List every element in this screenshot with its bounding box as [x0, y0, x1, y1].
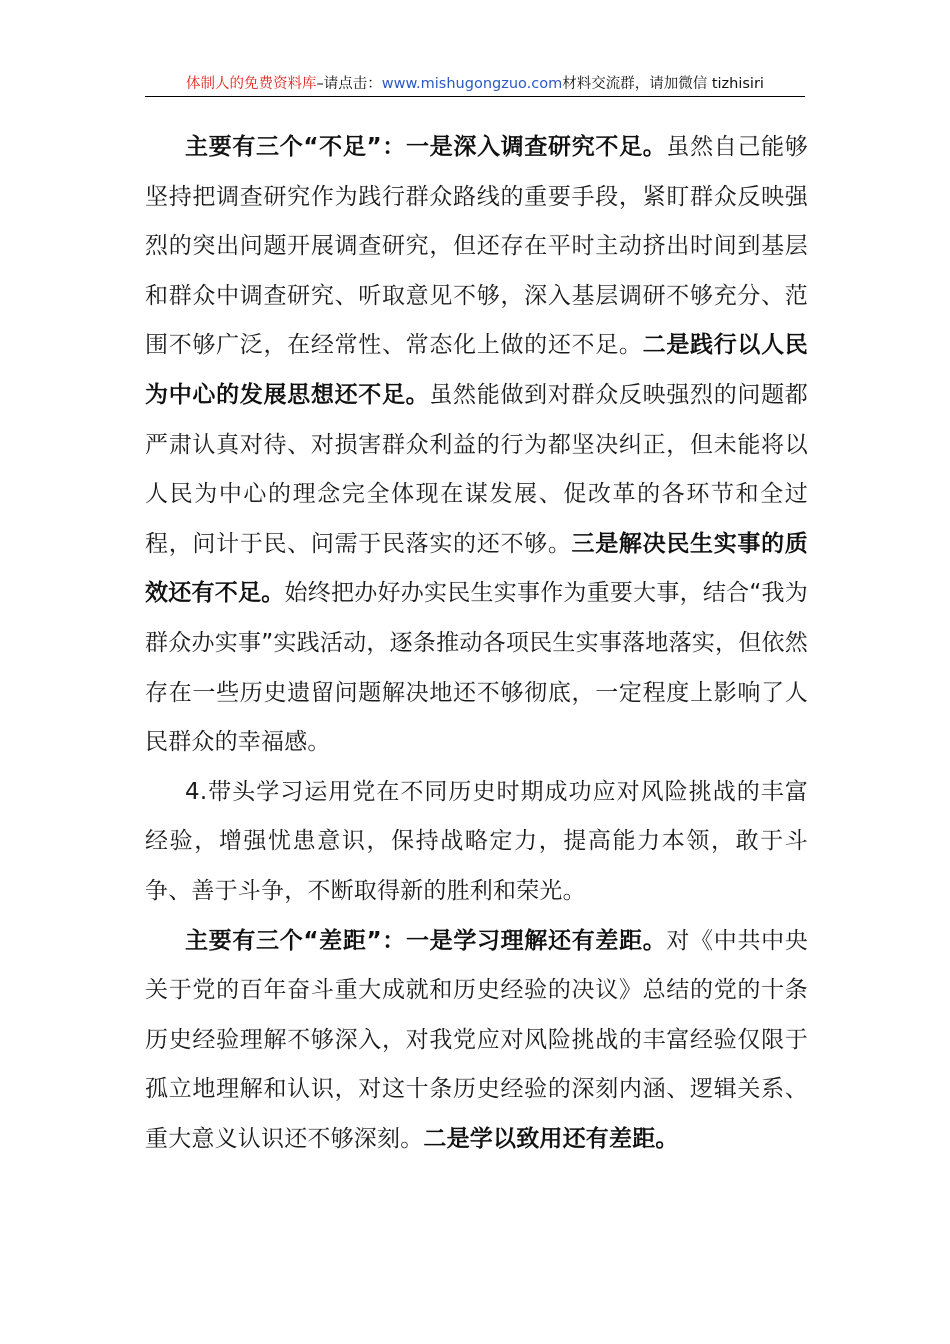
paragraph-text: 虽然能做到对群众反映强烈的问题都严肃认真对待、对损害群众利益的行为都坚决纠正，但未能将以人民为中心的理念完全体现在谋发展、促改革的各环节和全过程，问计于民、问需于民落实的还不够。	[145, 381, 808, 557]
paragraph-item-4	[145, 768, 808, 917]
bold-heading: 主要有三个“不足”：一是深入调查研究不足。	[185, 134, 667, 160]
bold-heading: 主要有三个“差距”：一是学习理解还有差距。	[185, 927, 667, 954]
paragraph-text: 4.带头学习运用党在不同历史时期成功应对风险挑战的丰富经验，增强忧患意识，保持战略定力，提高能力本领，敢于斗争、善于斗争，不断取得新的胜利和荣光。	[145, 778, 808, 904]
paragraph-text: 始终把办好办实民生实事作为重要大事，结合“我为群众办实事”实践活动，逐条推动各项民生实事落地落实，但依然存在一些历史遗留问题解决地还不够彻底，一定程度上影响了人民群众的幸福感。	[145, 580, 809, 756]
header-suffix: 材料交流群，请加微信 tizhisiri	[562, 76, 764, 92]
bold-heading: 二是践行以人民为中心的发展思想还不足。	[145, 332, 809, 408]
page-header	[145, 70, 805, 97]
bold-heading: 三是解决民生实事的质效还有不足。	[145, 530, 808, 607]
bold-heading: 二是学以致用还有差距。	[423, 1125, 679, 1152]
paragraph-text: 对《中共中央关于党的百年奋斗重大成就和历史经验的决议》总结的党的十条历史经验理解不够深入，对我党应对风险挑战的丰富经验仅限于孤立地理解和认识，对这十条历史经验的深刻内涵、逻辑关系、重大意义认识还不够深刻。	[145, 927, 808, 1152]
header-url-link[interactable]: www.mishugongzuo.com	[381, 76, 563, 92]
paragraph-text: 虽然自己能够坚持把调查研究作为践行群众路线的重要手段，紧盯群众反映强烈的突出问题开展调查研究，但还存在平时主动挤出时间到基层和群众中调查研究、听取意见不够，深入基层调研不够充分、范围不够广泛，在经常性、常态化上做的还不足。	[145, 134, 808, 359]
paragraph-shortcomings	[145, 123, 808, 768]
document-body	[145, 123, 808, 1164]
header-prompt: –请点击：	[316, 76, 382, 92]
header-brand: 体制人的免费资料库	[186, 76, 317, 92]
paragraph-gaps	[145, 917, 808, 1165]
